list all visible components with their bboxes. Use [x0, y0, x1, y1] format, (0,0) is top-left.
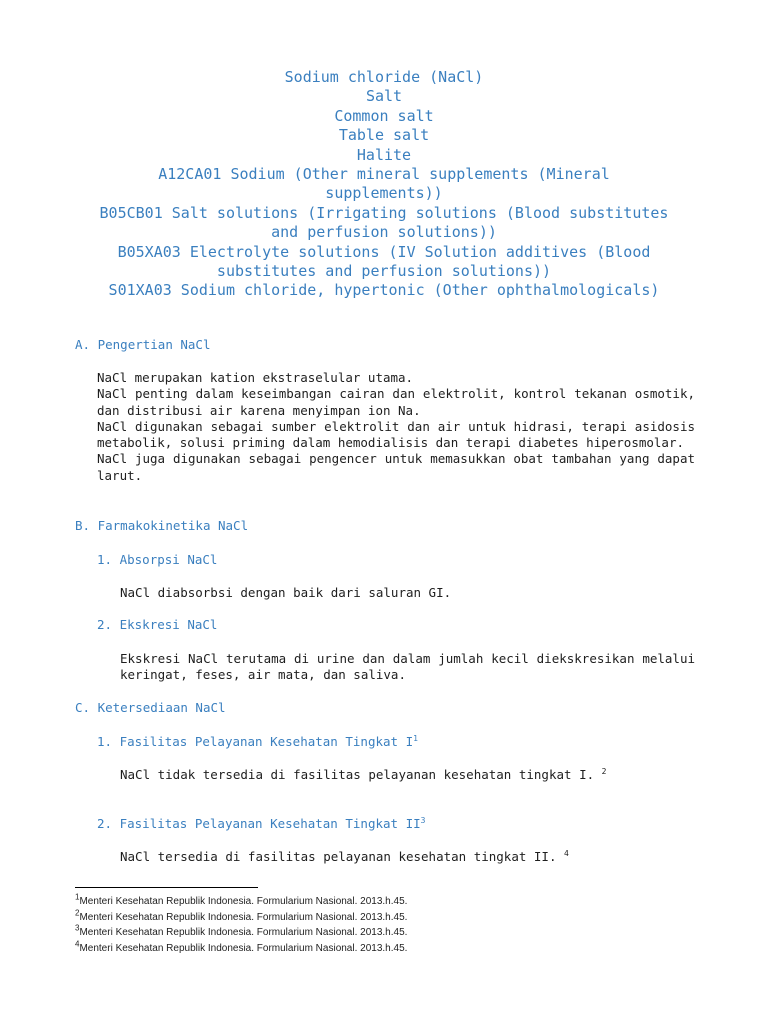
section-a-body	[97, 370, 695, 484]
subsection-number: 1.	[97, 734, 113, 749]
footnote-1	[75, 892, 408, 907]
title-line: A12CA01 Sodium (Other mineral supplements (Mineral supplements))	[158, 165, 610, 203]
footnote-text: Menteri Kesehatan Republik Indonesia. Formularium Nasional. 2013.h.45.	[79, 896, 408, 907]
footnote-mark: 3	[75, 923, 80, 933]
tingkat-1-text	[120, 767, 695, 783]
subsection-number: 2.	[97, 816, 113, 831]
paragraph: NaCl penting dalam keseimbangan cairan dan elektrolit, kontrol tekanan osmotik, dan distribusi air karena menyimpan ion Na.	[97, 386, 695, 418]
subsection-ekskresi-heading	[97, 617, 217, 632]
section-a-heading	[75, 337, 210, 352]
section-a-letter: A.	[75, 337, 91, 352]
title-line: Table salt	[338, 126, 430, 145]
tingkat-1-sentence: NaCl tidak tersedia di fasilitas pelayanan kesehatan tingkat I.	[120, 767, 595, 782]
paragraph: NaCl merupakan kation ekstraselular utama.	[97, 370, 414, 385]
subsection-tingkat-2-heading	[97, 816, 425, 831]
footnote-mark: 4	[75, 939, 80, 949]
section-b-heading	[75, 518, 248, 533]
subsection-title: Fasilitas Pelayanan Kesehatan Tingkat II	[119, 816, 421, 831]
footnote-ref: 4	[564, 848, 569, 858]
title-line: Sodium chloride (NaCl)	[284, 68, 484, 86]
footnote-mark: 2	[75, 908, 80, 918]
section-c-letter: C.	[75, 700, 91, 715]
footnote-2	[75, 908, 408, 923]
subsection-tingkat-1-heading	[97, 734, 418, 749]
drug-names-title-block	[96, 68, 672, 301]
subsection-number: 2.	[97, 617, 113, 632]
section-b-letter: B.	[75, 518, 91, 533]
subsection-title: Fasilitas Pelayanan Kesehatan Tingkat I	[119, 734, 414, 749]
tingkat-2-text	[120, 849, 695, 865]
title-line: B05CB01 Salt solutions (Irrigating solutions (Blood substitutes and perfusion solutions))	[99, 203, 669, 242]
footnote-text: Menteri Kesehatan Republik Indonesia. Formularium Nasional. 2013.h.45.	[79, 912, 408, 923]
absorpsi-text: NaCl diabsorbsi dengan baik dari saluran GI.	[120, 585, 452, 600]
subsection-absorpsi-heading	[97, 552, 217, 567]
footnote-3	[75, 923, 408, 938]
title-line: Halite	[356, 145, 412, 164]
title-line: B05XA03 Electrolyte solutions (IV Solution additives (Blood substitutes and perfusion solutions))	[117, 242, 651, 281]
title-line: Salt	[365, 87, 403, 106]
section-b-title: Farmakokinetika NaCl	[97, 518, 249, 533]
ekskresi-text: Ekskresi NaCl terutama di urine dan dalam jumlah kecil diekskresikan melalui keringat, feses, air mata, dan saliva.	[120, 651, 695, 683]
footnote-text: Menteri Kesehatan Republik Indonesia. Formularium Nasional. 2013.h.45.	[79, 943, 408, 954]
paragraph: NaCl juga digunakan sebagai pengencer untuk memasukkan obat tambahan yang dapat larut.	[97, 451, 695, 483]
footnote-ref: 3	[420, 815, 426, 825]
subsection-title: Ekskresi NaCl	[119, 617, 218, 632]
paragraph: NaCl digunakan sebagai sumber elektrolit dan air untuk hidrasi, terapi asidosis metabolik, solusi priming dalam hemodialisis dan terapi diabetes hiperosmolar.	[97, 418, 695, 451]
title-line: S01XA03 Sodium chloride, hypertonic (Other ophthalmologicals)	[108, 281, 660, 300]
subsection-number: 1.	[97, 552, 113, 567]
section-a-title: Pengertian NaCl	[97, 337, 211, 352]
tingkat-2-sentence: NaCl tersedia di fasilitas pelayanan kesehatan tingkat II.	[120, 849, 557, 864]
footnote-4	[75, 939, 408, 954]
footnote-ref: 1	[413, 733, 418, 743]
footnote-mark: 1	[75, 892, 80, 902]
section-c-title: Ketersediaan NaCl	[97, 700, 226, 715]
footnote-ref: 2	[601, 766, 607, 776]
footnote-text: Menteri Kesehatan Republik Indonesia. Formularium Nasional. 2013.h.45.	[79, 927, 408, 938]
title-line: Common salt	[334, 106, 434, 125]
section-c-heading	[75, 700, 226, 715]
subsection-title: Absorpsi NaCl	[119, 552, 218, 567]
footnote-separator	[75, 887, 258, 888]
